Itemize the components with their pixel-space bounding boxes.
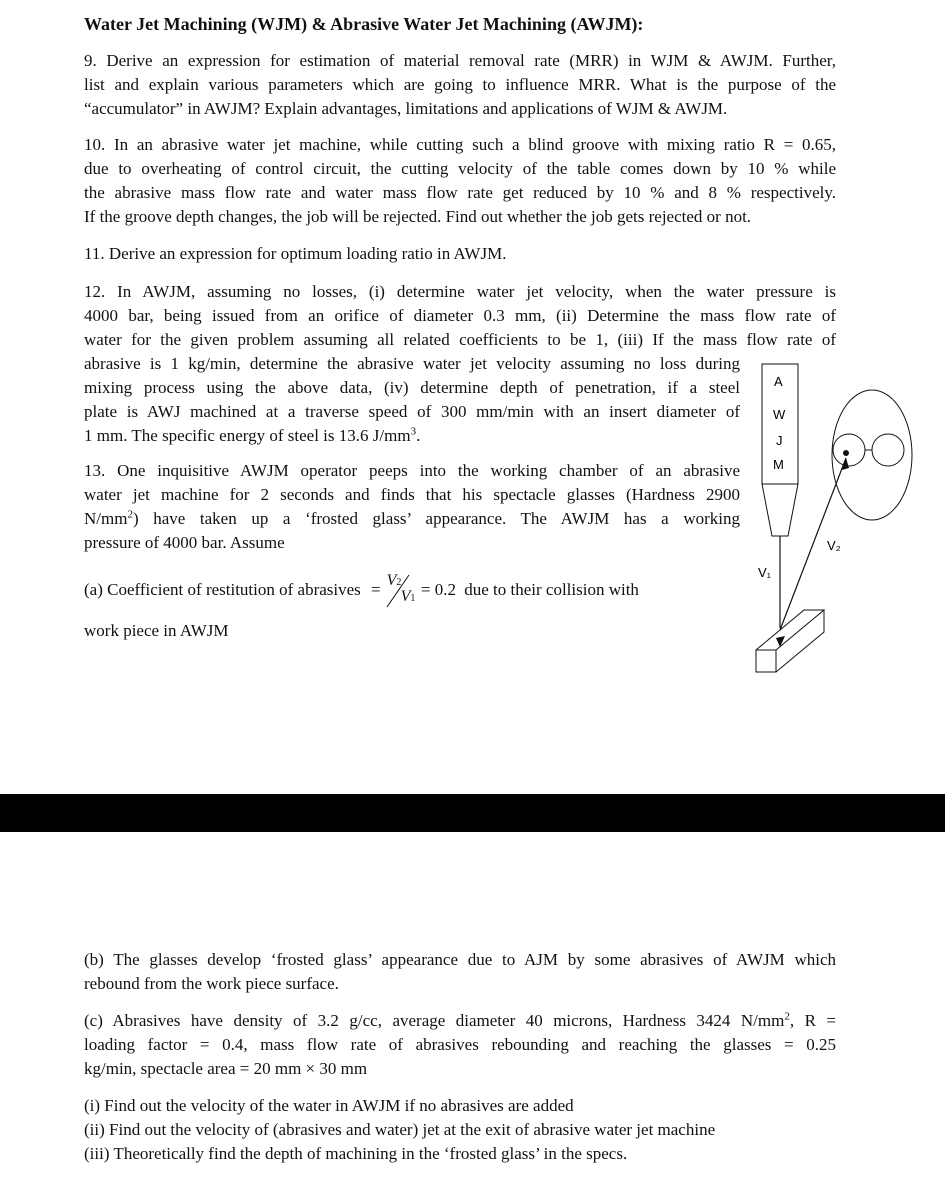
q9-line-3: “accumulator” in AWJM? Explain advantages, limitations and applications of WJM & AWJM. <box>84 99 728 118</box>
qb-line-1: (b) The glasses develop ‘frosted glass’ appearance due to AJM by some abrasives of AWJM which <box>84 950 836 969</box>
qa-line-2: work piece in AWJM <box>84 621 229 640</box>
q9-line-2: list and explain various parameters which are going to influence MRR. What is the purpose of the <box>84 75 836 94</box>
q12-line-3: water for the given problem assuming all related coefficients to be 1, (iii) If the mass flow rate of <box>84 330 836 349</box>
impact-arrow <box>776 636 785 647</box>
sub-question-iii: (iii) Theoretically find the depth of machining in the ‘frosted glass’ in the specs. <box>84 1144 628 1163</box>
question-13 <box>84 459 740 555</box>
qb-line-2: rebound from the work piece surface. <box>84 974 339 993</box>
q9-line-1: 9. Derive an expression for estimation of material removal rate (MRR) in WJM & AWJM. Further, <box>84 51 836 70</box>
question-13c <box>84 1009 836 1081</box>
q12-line-1: 12. In AWJM, assuming no losses, (i) determine water jet velocity, when the water pressure is <box>84 282 836 301</box>
q10-line-4: If the groove depth changes, the job will be rejected. Find out whether the job gets rejected or not. <box>84 207 752 226</box>
question-13a <box>84 572 744 606</box>
spectacle-right-lens <box>872 434 904 466</box>
q12-line-7: 1 mm. The specific energy of steel is 13.6 $J/mm^3$. <box>84 425 421 445</box>
black-divider-bar <box>0 794 945 832</box>
sub-question-ii: (ii) Find out the velocity of (abrasives and water) jet at the exit of abrasive water jet machine <box>84 1120 716 1139</box>
qa-lead: (a) Coefficient of restitution of abrasives <box>84 580 361 599</box>
qa-value: = 0.2 <box>420 580 456 599</box>
awjm-diagram <box>752 360 942 680</box>
nozzle-letter-a: A <box>774 374 783 389</box>
sub-question-i: (i) Find out the velocity of the water in AWJM if no abrasives are added <box>84 1096 574 1115</box>
q10-line-1: 10. In an abrasive water jet machine, while cutting such a blind groove with mixing ratio R = 0.65, <box>84 135 836 154</box>
sub-questions <box>84 1094 836 1166</box>
nozzle-letter-j: J <box>776 433 783 448</box>
question-13b <box>84 948 836 996</box>
question-12 <box>84 280 836 448</box>
q13-line-2: water jet machine for 2 seconds and finds that his spectacle glasses (Hardness 2900 <box>84 485 740 504</box>
qc-line-2: loading factor = 0.4, mass flow rate of abrasives rebounding and reaching the glasses = 0.25 <box>84 1035 836 1054</box>
qa-equals: = <box>371 580 381 599</box>
v1-label: V₁ <box>758 565 772 580</box>
q12-line-4: abrasive is 1 kg/min, determine the abrasive water jet velocity assuming no loss during <box>84 354 740 373</box>
eye-pupil <box>843 450 849 456</box>
q12-line-5: mixing process using the above data, (iv) determine depth of penetration, if a steel <box>84 378 740 397</box>
q10-line-2: due to overheating of control circuit, the cutting velocity of the table comes down by 10 % while <box>84 159 836 178</box>
workpiece <box>756 610 824 672</box>
q12-line-2: 4000 bar, being issued from an orifice of diameter 0.3 mm, (ii) Determine the mass flow rate of <box>84 306 836 325</box>
q11-line: 11. Derive an expression for optimum loading ratio in AWJM. <box>84 244 507 263</box>
q13-line-4: pressure of 4000 bar. Assume <box>84 533 285 552</box>
rebound-arrowhead <box>842 458 849 470</box>
page-title: Water Jet Machining (WJM) & Abrasive Water Jet Machining (AWJM): <box>84 14 644 34</box>
restitution-fraction: V2 V1 <box>381 579 417 603</box>
nozzle-letter-m: M <box>773 457 784 472</box>
qc-line-3: kg/min, spectacle area = 20 mm × 30 mm <box>84 1059 368 1078</box>
v2-label: V₂ <box>827 538 841 553</box>
nozzle-tip <box>762 484 798 536</box>
q13-line-3: $N/mm^2$) have taken up a ‘frosted glass’ appearance. The AWJM has a working <box>84 508 740 528</box>
spectacle-left-lens <box>833 434 865 466</box>
qc-line-1: (c) Abrasives have density of 3.2 g/cc, average diameter 40 microns, Hardness 3424 $N/mm^2$, R = <box>84 1010 836 1030</box>
nozzle-letter-w: W <box>773 407 786 422</box>
qa-tail: due to their collision with <box>464 580 639 599</box>
question-11 <box>84 242 836 266</box>
q10-line-3: the abrasive mass flow rate and water mass flow rate get reduced by 10 % and 8 % respectively. <box>84 183 836 202</box>
q13-line-1: 13. One inquisitive AWJM operator peeps into the working chamber of an abrasive <box>84 461 740 480</box>
q12-line-6: plate is AWJ machined at a traverse speed of 300 mm/min with an insert diameter of <box>84 402 740 421</box>
question-10 <box>84 133 836 229</box>
question-9 <box>84 49 836 121</box>
